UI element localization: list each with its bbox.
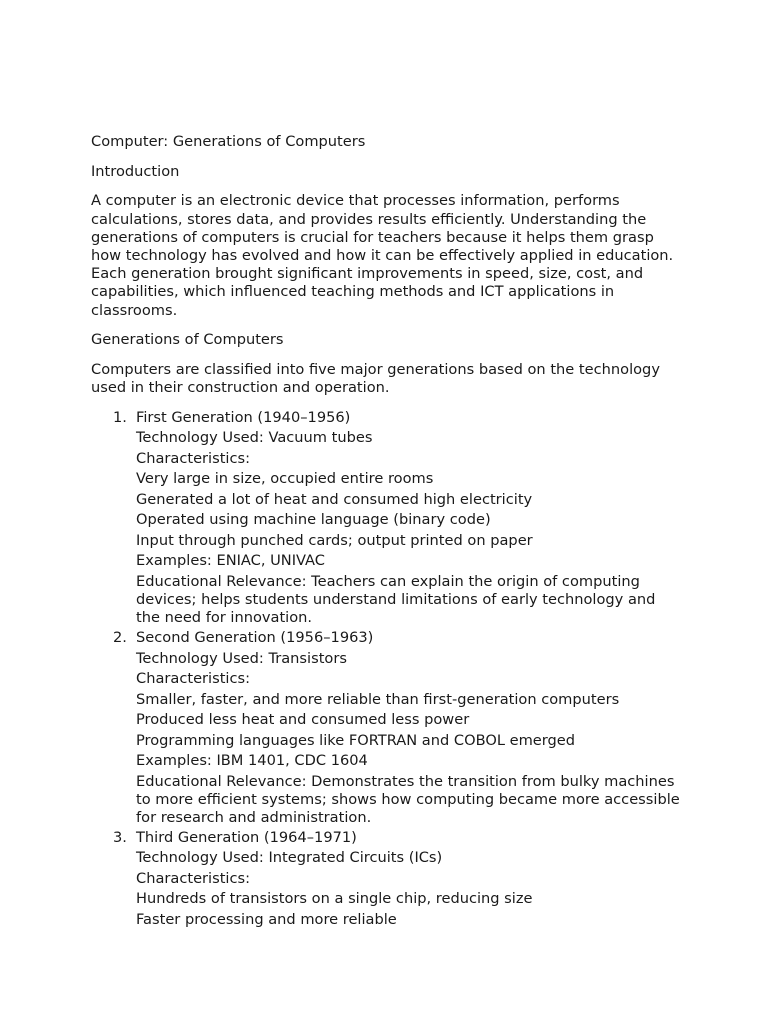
generation-technology: Technology Used: Integrated Circuits (ICs) [136, 849, 443, 867]
generation-educational-relevance: Educational Relevance: Teachers can explain the origin of computing devices; helps students understand limitations of early technology and the need for innovation. [136, 572, 656, 627]
generation-number: 2. [113, 629, 127, 647]
generation-characteristic: Generated a lot of heat and consumed high electricity [136, 490, 533, 508]
generation-characteristic: Produced less heat and consumed less power [136, 711, 470, 729]
generation-characteristic: Hundreds of transistors on a single chip, reducing size [136, 890, 533, 908]
generation-characteristic: Smaller, faster, and more reliable than first-generation computers [136, 690, 620, 708]
generation-characteristic: Programming languages like FORTRAN and COBOL emerged [136, 731, 576, 749]
generation-title: Third Generation (1964–1971) [136, 828, 357, 846]
generation-number: 1. [113, 408, 127, 426]
generation-technology: Technology Used: Vacuum tubes [136, 429, 373, 447]
generation-technology: Technology Used: Transistors [136, 649, 347, 667]
generation-examples: Examples: IBM 1401, CDC 1604 [136, 752, 368, 770]
generation-item [91, 629, 681, 827]
generations-list [91, 409, 681, 929]
classification-paragraph: Computers are classified into five major generations based on the technology used in their construction and operation. [91, 361, 660, 397]
generation-characteristic: Operated using machine language (binary code) [136, 511, 491, 529]
generation-title: First Generation (1940–1956) [136, 408, 351, 426]
generation-characteristic: Very large in size, occupied entire rooms [136, 470, 434, 488]
generation-item [91, 409, 681, 628]
generations-heading: Generations of Computers [91, 331, 284, 349]
generation-examples: Examples: ENIAC, UNIVAC [136, 552, 325, 570]
generation-characteristics-label: Characteristics: [136, 670, 251, 688]
generation-title: Second Generation (1956–1963) [136, 629, 374, 647]
generation-characteristic: Input through punched cards; output printed on paper [136, 531, 533, 549]
generation-characteristic: Faster processing and more reliable [136, 910, 397, 928]
generation-characteristics-label: Characteristics: [136, 449, 251, 467]
generation-educational-relevance: Educational Relevance: Demonstrates the transition from bulky machines to more efficient systems; shows how computing became more accessible for research and administration. [136, 772, 680, 826]
generation-item [91, 829, 681, 929]
document-title: Computer: Generations of Computers [91, 133, 366, 150]
introduction-heading: Introduction [91, 162, 180, 180]
introduction-paragraph: A computer is an electronic device that processes information, performs calculations, stores data, and provides results efficiently. Understanding the generations of computers is crucial for teachers because it helps them grasp how technology has evolved and how it can be effectively applied in education. Each generation brought significant improvements in speed, size, cost, and capabilities, which influenced teaching methods and ICT applications in classrooms. [91, 192, 674, 319]
generation-number: 3. [113, 828, 127, 846]
generation-characteristics-label: Characteristics: [136, 869, 251, 887]
document-page [91, 133, 681, 931]
